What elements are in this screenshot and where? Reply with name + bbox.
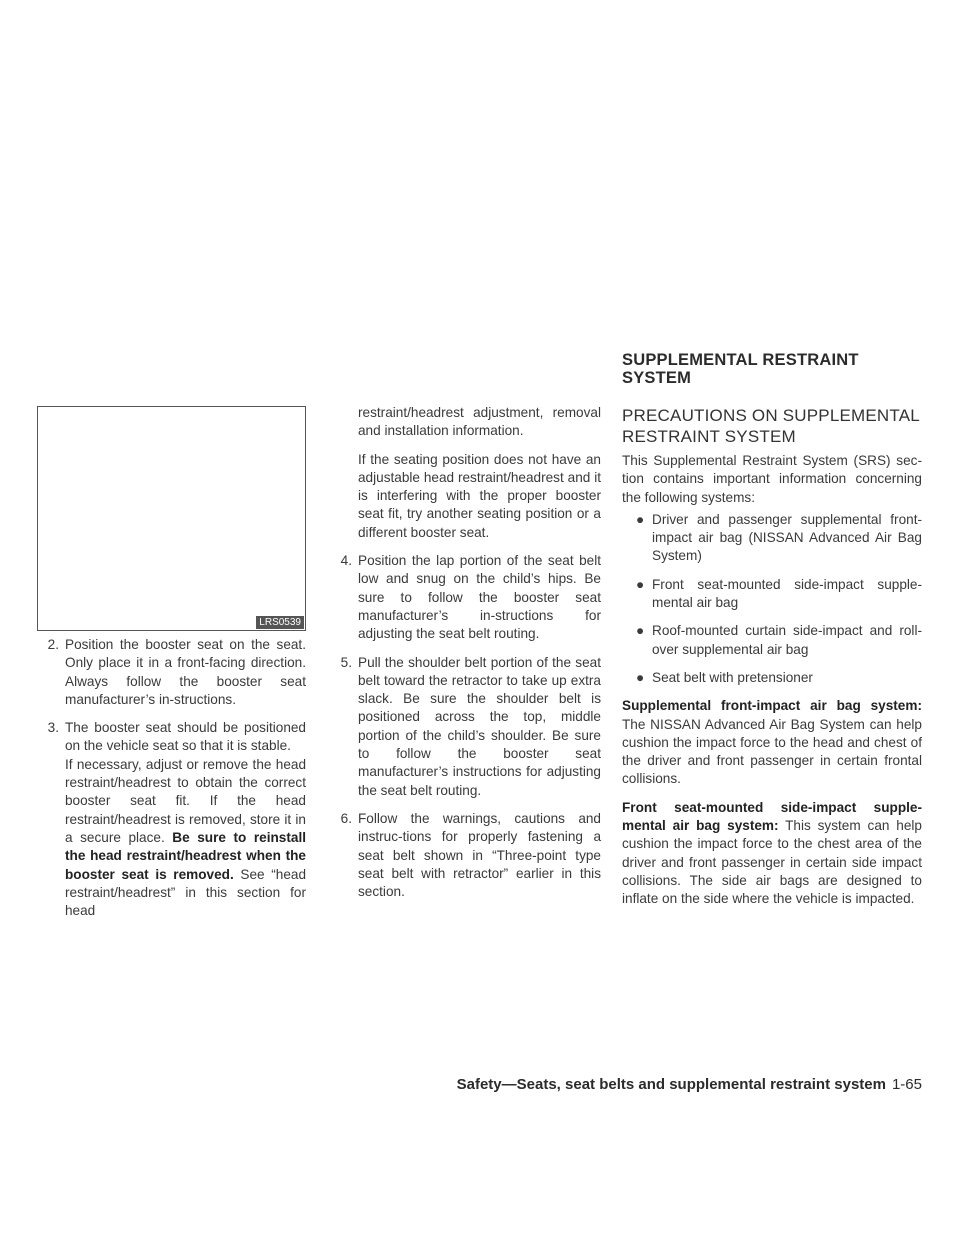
continued-text-2: If the seating position does not have an adjustable head restraint/headrest and it is interfering with the proper booster seat fit, try another seating position or a different booster seat. — [358, 451, 601, 540]
list-item-4 — [330, 552, 601, 643]
figure-code: LRS0539 — [256, 616, 304, 629]
paragraph-body: The NISSAN Advanced Air Bag System can help cushion the impact force to the head and chest of the driver and front passenger in certain frontal collisions. — [622, 716, 922, 787]
continued-text: restraint/headrest adjustment, removal and installation information. — [358, 405, 601, 439]
paragraph-side-impact — [622, 799, 922, 909]
bullet-icon: ● — [636, 576, 645, 592]
section-title-line-2: SYSTEM — [622, 369, 692, 387]
item-text: The booster seat should be positioned on the vehicle seat so that it is stable. — [65, 720, 306, 754]
bullet-text: Driver and passenger supplemental front-impact air bag (NISSAN Advanced Air Bag System) — [652, 511, 922, 564]
item-text: Follow the warnings, cautions and instruc-tions for properly fastening a seat belt shown in “Three-point type seat belt with retractor” earlier in this section. — [358, 810, 601, 900]
subsection-heading — [622, 405, 922, 447]
paragraph-front-impact — [622, 697, 922, 788]
bullet-text: Seat belt with pretensioner — [652, 669, 813, 685]
list-item-6 — [330, 810, 601, 901]
paragraph-body: This system can help cushion the impact force to the chest area of the driver and front passenger in certain side impact collisions. The side air bags are designed to inflate on the side where the vehicle is impacted. — [622, 818, 922, 907]
item-number: 5. — [340, 654, 352, 670]
list-item-2 — [37, 636, 306, 709]
sub-text: If necessary, adjust or remove the head restraint/headrest to obtain the correct booster seat fit. If the head restraint/headrest is removed, store it in a secure place. — [65, 756, 306, 845]
figure-image — [37, 406, 306, 631]
bullet-icon: ● — [636, 623, 645, 639]
list-item-5 — [330, 654, 601, 800]
paragraph-lead: Front seat-mounted side-impact supple-mental air bag system: — [622, 799, 922, 834]
intro-paragraph: This Supplemental Restraint System (SRS) sec-tion contains important information concerning the following systems: — [622, 453, 922, 505]
list-item-3 — [37, 719, 306, 920]
sub-bold-warning: Be sure to reinstall the head restraint/headrest when the booster seat is removed. — [65, 829, 307, 882]
page-number: 1-65 — [891, 1076, 922, 1093]
column-2 — [330, 404, 601, 911]
sub-text-tail: See “head restraint/headrest” in this section for head — [65, 866, 306, 919]
bullet-item — [636, 511, 922, 566]
footer-title: Safety—Seats, seat belts and supplemental restraint system — [456, 1076, 886, 1093]
section-title — [622, 351, 859, 387]
heading-line-2: RESTRAINT SYSTEM — [622, 427, 796, 446]
paragraph-lead: Supplemental front-impact air bag system: — [622, 698, 922, 714]
bullet-icon: ● — [636, 669, 645, 685]
bullet-text: Front seat-mounted side-impact supple-mental air bag — [652, 576, 922, 611]
item-subparagraph — [65, 756, 306, 921]
item-number: 2. — [47, 637, 59, 652]
item-text: Position the booster seat on the seat. Only place it in a front-facing direction. Always follow the booster seat manufacturer’s in-structions. — [65, 637, 306, 707]
column-1 — [37, 636, 306, 930]
column-3 — [622, 452, 922, 909]
bullet-text: Roof-mounted curtain side-impact and roll-over supplemental air bag — [652, 623, 922, 657]
item-number: 6. — [340, 810, 352, 826]
bullet-item — [636, 576, 922, 613]
bullet-icon: ● — [636, 511, 645, 527]
item-number: 3. — [47, 720, 59, 736]
bullet-item — [636, 622, 922, 659]
item-text: Position the lap portion of the seat belt low and snug on the child’s hips. Be sure to follow the booster seat manufacturer’s in-structions for adjusting the seat belt routing. — [358, 553, 601, 642]
heading-line-1: PRECAUTIONS ON SUPPLEMENTAL — [622, 406, 920, 425]
item-number: 4. — [340, 553, 352, 569]
bullet-item — [636, 669, 922, 687]
item-text: Pull the shoulder belt portion of the seat belt toward the retractor to take up extra slack. Be sure the shoulder belt is positioned across the top, middle portion of the child’s shoulder. Be sure to follow the booster seat manufacturer’s instructions for adjusting the seat belt routing. — [358, 654, 601, 798]
page-footer — [0, 1076, 922, 1093]
section-title-line-1: SUPPLEMENTAL RESTRAINT — [622, 351, 859, 369]
